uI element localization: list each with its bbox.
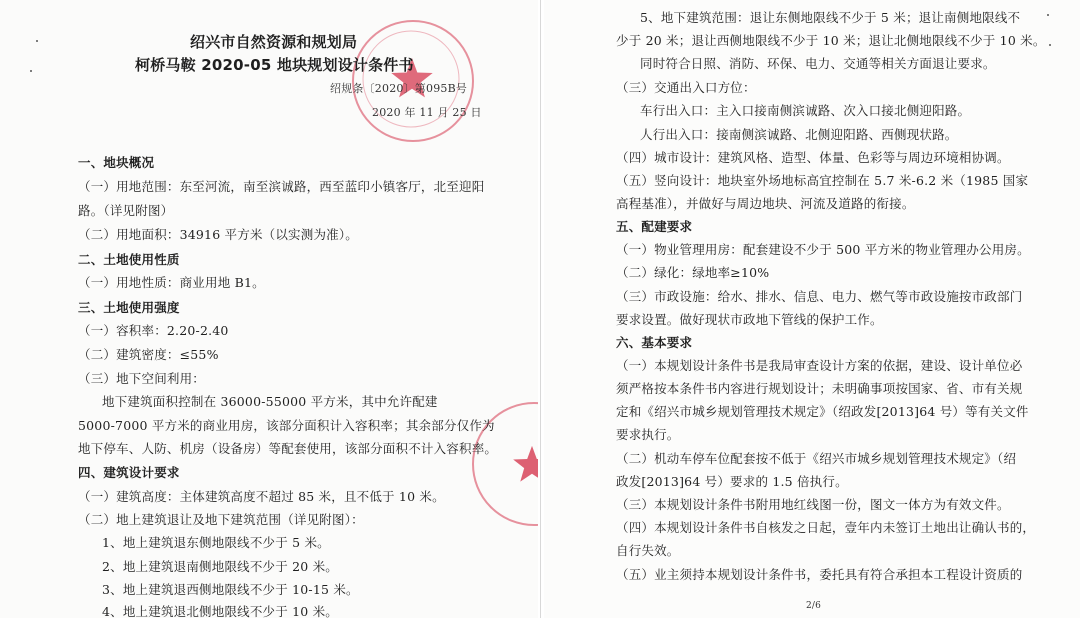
text-line: 政发[2013]64 号）要求的 1.5 倍执行。 [616, 474, 848, 489]
text-line: 2、地上建筑退南侧地限线不少于 20 米。 [102, 559, 339, 574]
text-line: 要求设置。做好现状市政地下管线的保护工作。 [616, 312, 883, 327]
section-heading: 一、地块概况 [78, 155, 155, 170]
star-icon [512, 444, 538, 484]
text-line: （三）地下空间利用： [78, 371, 206, 386]
text-line: （五）竖向设计：地块室外场地标高宜控制在 5.7 米-6.2 米（1985 国家 [616, 173, 1029, 188]
section-heading: 三、土地使用强度 [78, 300, 180, 315]
text-line: 高程基准），并做好与周边地块、河流及道路的衔接。 [616, 196, 915, 211]
text-line: （二）绿化：绿地率≥10% [616, 265, 770, 280]
text-line: （四）本规划设计条件书自核发之日起，壹年内未签订土地出让确认书的， [616, 520, 1036, 535]
text-line: 地下建筑面积控制在 36000-55000 平方米，其中允许配建 [102, 394, 438, 409]
text-line: 同时符合日照、消防、环保、电力、交通等相关方面退让要求。 [640, 56, 996, 71]
text-line: 地下停车、人防、机房（设备房）等配套使用，该部分面积不计入容积率。 [78, 441, 498, 456]
text-line: （一）本规划设计条件书是我局审查设计方案的依据，建设、设计单位必 [616, 358, 1023, 373]
left-document-page [0, 0, 538, 618]
text-line: （四）城市设计：建筑风格、造型、体量、色彩等与周边环境相协调。 [616, 150, 1010, 165]
document-number: 绍规条〔2020〕第095B号 [330, 82, 468, 95]
text-line: （三）市政设施：给水、排水、信息、电力、燃气等市政设施按市政部门 [616, 289, 1023, 304]
section-heading: 四、建筑设计要求 [78, 465, 180, 480]
section-heading: 六、基本要求 [616, 335, 693, 350]
document-title: 柯桥马鞍 2020-05 地块规划设计条件书 [135, 56, 414, 74]
text-line: （三）交通出入口方位： [616, 80, 756, 95]
text-line: （五）业主须持本规划设计条件书，委托具有符合承担本工程设计资质的 [616, 567, 1023, 582]
document-date: 2020 年 11 月 25 日 [372, 106, 482, 119]
text-line: 3、地上建筑退西侧地限线不少于 10-15 米。 [102, 582, 359, 597]
text-line: 定和《绍兴市城乡规划管理技术规定》（绍政发[2013]64 号）等有关文件 [616, 404, 1029, 419]
text-line: （一）建筑高度：主体建筑高度不超过 85 米，且不低于 10 米。 [78, 489, 445, 504]
text-line: （一）用地范围：东至河流，南至滨诚路，西至蓝印小镇客厅，北至迎阳 [78, 179, 485, 194]
text-line: （一）物业管理用房：配套建设不少于 500 平方米的物业管理办公用房。 [616, 242, 1030, 257]
text-line: 5000-7000 平方米的商业用房，该部分面积计入容积率；其余部分仅作为 [78, 418, 495, 433]
text-line: （二）地上建筑退让及地下建筑范围（详见附图）： [78, 512, 364, 527]
text-line: （二）机动车停车位配套按不低于《绍兴市城乡规划管理技术规定》（绍 [616, 451, 1017, 466]
text-line: 车行出入口：主入口接南侧滨诚路、次入口接北侧迎阳路。 [640, 103, 971, 118]
text-line: 1、地上建筑退东侧地限线不少于 5 米。 [102, 535, 330, 550]
agency-name: 绍兴市自然资源和规划局 [190, 33, 358, 51]
text-line: （一）用地性质：商业用地 B1。 [78, 275, 265, 290]
right-document-page [544, 0, 1080, 618]
section-heading: 五、配建要求 [616, 219, 693, 234]
text-line: （三）本规划设计条件书附用地红线图一份，图文一体方为有效文件。 [616, 497, 1010, 512]
text-line: （一）容积率：2.20-2.40 [78, 323, 229, 338]
text-line: 路。（详见附图） [78, 203, 174, 218]
text-line: 少于 20 米；退让西侧地限线不少于 10 米；退让北侧地限线不少于 10 米。 [616, 33, 1046, 48]
text-line: 须严格按本条件书内容进行规划设计；未明确事项按国家、省、市有关规 [616, 381, 1023, 396]
section-heading: 二、土地使用性质 [78, 252, 180, 267]
text-line: （二）用地面积：34916 平方米（以实测为准）。 [78, 227, 358, 242]
text-line: 5、地下建筑范围：退让东侧地限线不少于 5 米；退让南侧地限线不 [640, 10, 1021, 25]
text-line: （二）建筑密度：≤55% [78, 347, 219, 362]
text-line: 4、地上建筑退北侧地限线不少于 10 米。 [102, 604, 339, 618]
text-line: 人行出入口：接南侧滨诚路、北侧迎阳路、西侧现状路。 [640, 127, 958, 142]
page-number: 2/6 [806, 601, 822, 611]
text-line: 自行失效。 [616, 543, 680, 558]
text-line: 要求执行。 [616, 427, 680, 442]
